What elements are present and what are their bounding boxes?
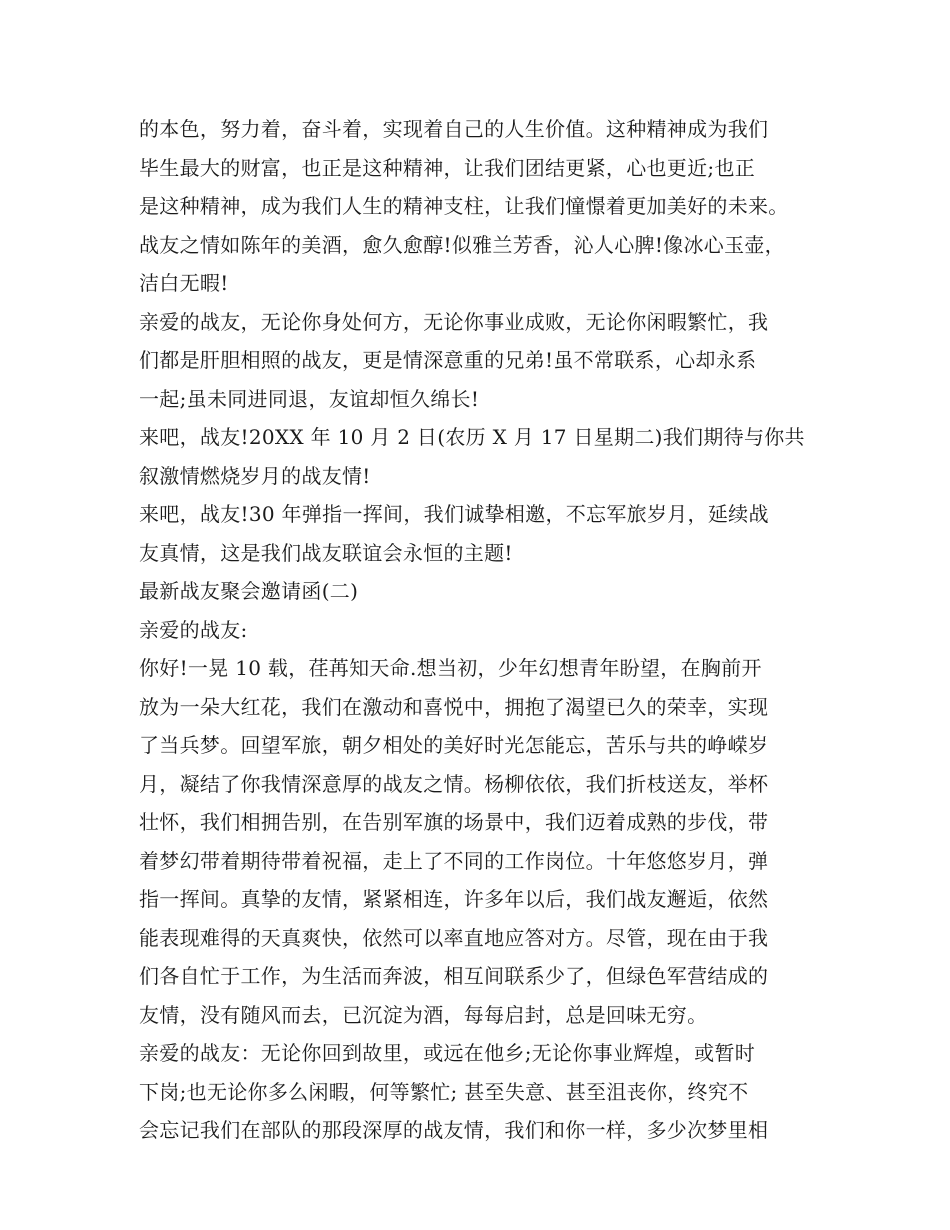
text-line: 放为一朵大红花，我们在激动和喜悦中，拥抱了渴望已久的荣幸，实现	[139, 694, 769, 719]
text-line: 来吧，战友!20XX 年 10 月 2 日(农历 X 月 17 日星期二)我们期待与你共	[139, 425, 805, 449]
text-line: 们都是肝胆相照的战友，更是情深意重的兄弟!虽不常联系，心却永系	[139, 348, 757, 372]
text-line: 下岗;也无论你多么闲暇，何等繁忙; 甚至失意、甚至沮丧你，终究不	[139, 1079, 749, 1104]
section-heading: 最新战友聚会邀请函(二)	[139, 579, 359, 603]
text-line: 能表现难得的天真爽快，依然可以率直地应答对方。尽管，现在由于我	[139, 925, 769, 950]
text-line: 亲爱的战友，无论你身处何方，无论你事业成败，无论你闲暇繁忙，我	[139, 309, 769, 334]
text-line: 友情，没有随风而去，已沉淀为酒，每每启封，总是回味无穷。	[139, 1002, 708, 1027]
text-line: 壮怀，我们相拥告别，在告别军旗的场景中，我们迈着成熟的步伐，带	[139, 810, 769, 834]
text-line: 是这种精神，成为我们人生的精神支柱，让我们憧憬着更加美好的未来。	[139, 194, 789, 218]
text-line: 们各自忙于工作，为生活而奔波，相互间联系少了，但绿色军营结成的	[139, 964, 769, 988]
text-line: 月，凝结了你我情深意厚的战友之情。杨柳依依，我们折枝送友，举杯	[139, 771, 769, 796]
text-line: 叙激情燃烧岁月的战友情!	[139, 463, 371, 488]
text-line: 友真情，这是我们战友联谊会永恒的主题!	[139, 540, 513, 565]
text-line: 战友之情如陈年的美酒，愈久愈醇!似雅兰芳香，沁人心脾!像冰心玉壶，	[139, 232, 785, 257]
text-line: 了当兵梦。回望军旅，朝夕相处的美好时光怎能忘，苦乐与共的峥嵘岁	[139, 733, 769, 757]
text-line: 你好!一晃 10 载，荏苒知天命.想当初，少年幻想青年盼望，在胸前开	[139, 656, 762, 680]
text-line: 来吧，战友!30 年弹指一挥间，我们诚挚相邀，不忘军旅岁月，延续战	[139, 502, 769, 526]
text-line: 会忘记我们在部队的那段深厚的战友情，我们和你一样，多少次梦里相	[139, 1118, 769, 1142]
text-line: 的本色，努力着，奋斗着，实现着自己的人生价值。这种精神成为我们	[139, 117, 769, 141]
text-line: 着梦幻带着期待带着祝福，走上了不同的工作岗位。十年悠悠岁月，弹	[139, 848, 769, 873]
text-line: 洁白无暇!	[139, 271, 229, 295]
text-line: 亲爱的战友：无论你回到故里，或远在他乡;无论你事业辉煌，或暂时	[139, 1041, 756, 1065]
salutation: 亲爱的战友:	[139, 617, 248, 642]
text-line: 毕生最大的财富，也正是这种精神，让我们团结更紧，心也更近;也正	[139, 155, 756, 180]
text-line: 指一挥间。真挚的友情，紧紧相连，许多年以后，我们战友邂逅，依然	[139, 887, 769, 911]
document-body	[139, 110, 839, 1150]
text-line: 一起;虽未同进同退，友谊却恒久绵长!	[139, 386, 480, 411]
